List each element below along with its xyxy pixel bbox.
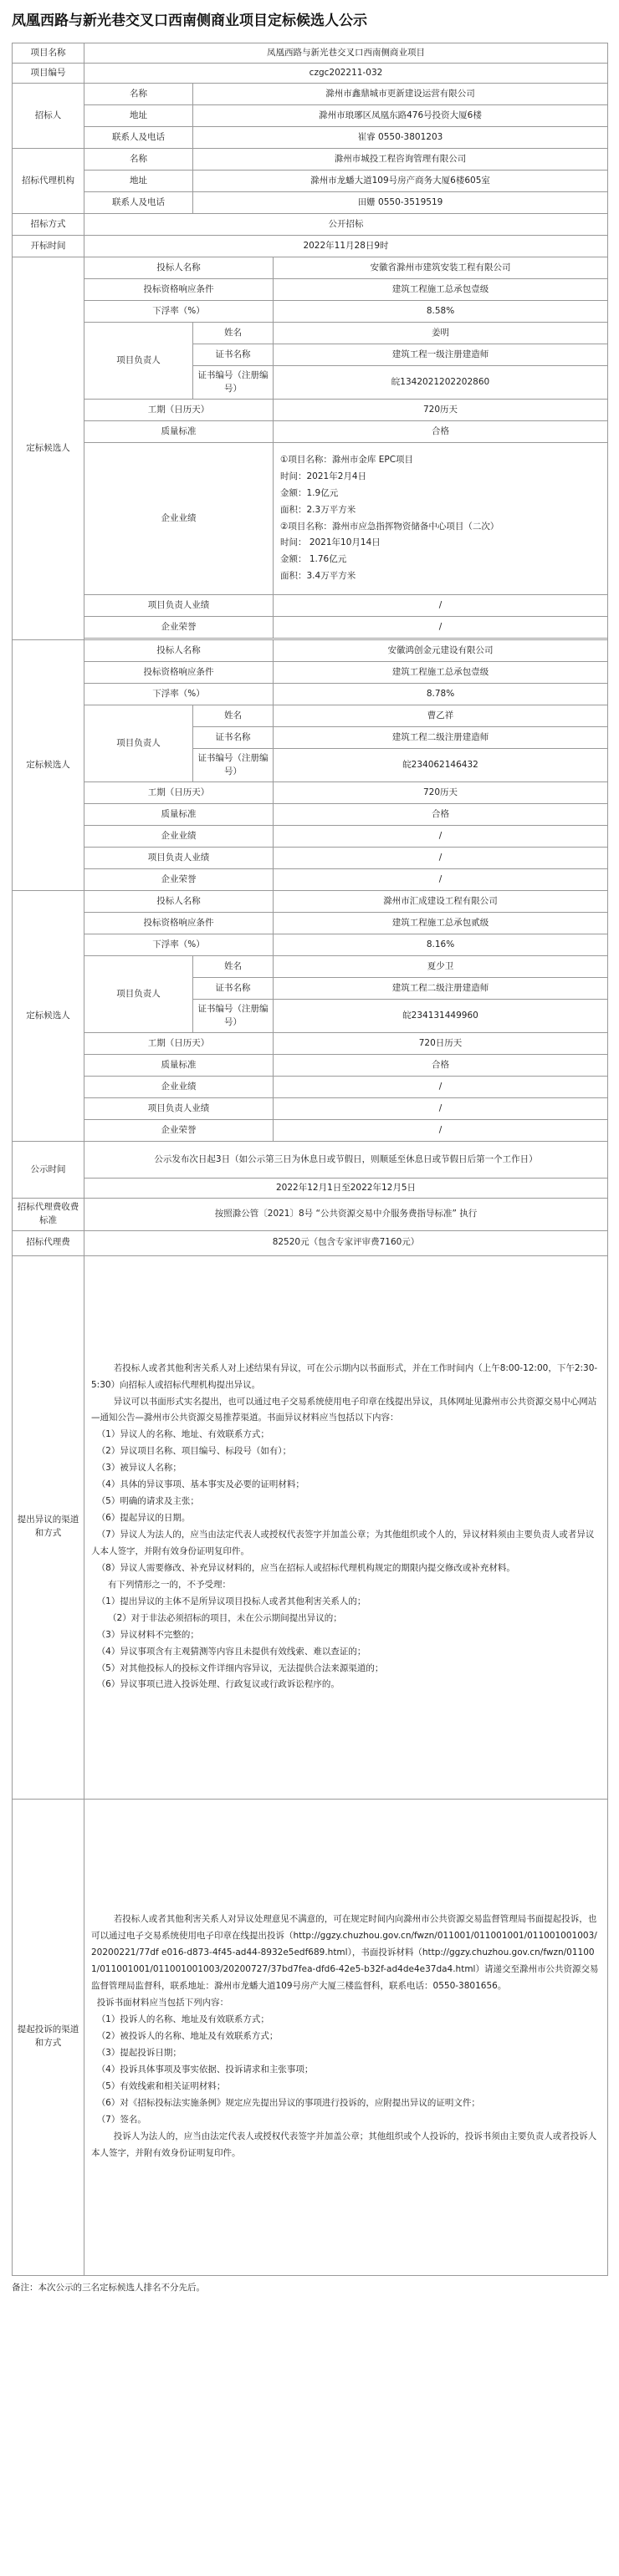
c3-label: 定标候选人 — [13, 891, 84, 1142]
cell-label: 下浮率（%） — [84, 301, 274, 323]
c2-row-ent-perf — [13, 826, 608, 848]
c3-row-pm-name — [13, 956, 608, 978]
c1-ent-honor: / — [274, 617, 608, 639]
c3-row-pm-perf — [13, 1098, 608, 1120]
cell-label: 姓名 — [193, 956, 274, 978]
project-name: 凤凰西路与新光巷交叉口西南侧商业项目 — [84, 43, 608, 64]
tenderer-addr: 滁州市琅琊区凤凰东路476号投资大厦6楼 — [193, 105, 608, 127]
c1-pm-perf: / — [274, 595, 608, 617]
c2-ent-honor: / — [274, 869, 608, 891]
c3-period: 720日历天 — [274, 1033, 608, 1055]
c2-row-qual — [13, 662, 608, 684]
c2-pm-perf: / — [274, 848, 608, 869]
agency-label: 招标代理机构 — [13, 149, 84, 214]
cell-label: 投标资格响应条件 — [84, 913, 274, 934]
cell-label: 项目编号 — [13, 64, 84, 84]
cell-label: 提出异议的渠道和方式 — [13, 1255, 84, 1799]
row-open-time — [13, 236, 608, 257]
c3-pm-certno: 皖234131449960 — [274, 1000, 608, 1033]
notice-period-text: 公示发布次日起3日（如公示第三日为休息日或节假日，则顺延至休息日或节假日后第一个工作日） — [84, 1142, 608, 1179]
cell-label: 工期（日历天） — [84, 1033, 274, 1055]
c1-row-pm-perf — [13, 595, 608, 617]
row-tenderer-addr — [13, 105, 608, 127]
c2-row-quality — [13, 804, 608, 826]
row-complaint — [13, 1799, 608, 2275]
cell-label: 姓名 — [193, 323, 274, 344]
c2-bidder: 安徽鸿创金元建设有限公司 — [274, 640, 608, 662]
cell-label: 项目负责人业绩 — [84, 848, 274, 869]
objection-text: 若投标人或者其他利害关系人对上述结果有异议，可在公示期内以书面形式，并在工作时间内（上午8:00-12:00，下午2:30-5:30）向招标人或招标代理机构提出异议。 异议可以书面形式实名提出，也可以通过电子交易系统使用电子印章在线提出异议，具体网址见滁州市公共资源交易中心网站—通知公告—滁州市公共资源交易推荐渠道。书面异议材料应当包括以下内容： （1）异议人的名称、地址、有效联系方式； （2）异议项目名称、项目编号、标段号（如有）； （3）被异议人名称； （4）具体的异议事项、基本事实及必要的证明材料； （5）明确的请求及主张； （6）提起异议的日期。 （7）异议人为法人的，应当由法定代表人或授权代表签字并加盖公章；为其他组织或个人的，异议材料须由主要负责人或者异议人本人签字，并附有效身份证明复印件。 （8）异议人需要修改、补充异议材料的，应当在招标人或招标代理机构规定的期限内提交修改或补充材料。 有下列情形之一的，不予受理： （1）提出异议的主体不是所异议项目投标人或者其他利害关系人的； （2）对于非法必须招标的项目，未在公示期间提出异议的； （3）异议材料不完整的； （4）异议事项含有主观猜测等内容且未提供有效线索、难以查证的； （5）对其他投标人的投标文件详细内容异议，无法提供合法来源渠道的； （6）异议事项已进入投诉处理、行政复议或行政诉讼程序的。 — [84, 1255, 608, 1799]
cell-label: 公示时间 — [13, 1142, 84, 1199]
c1-qual: 建筑工程施工总承包壹级 — [274, 279, 608, 301]
cell-label: 投标人名称 — [84, 640, 274, 662]
cell-label: 招标代理费收费标准 — [13, 1199, 84, 1231]
footnote: 备注：本次公示的三名定标候选人排名不分先后。 — [12, 2282, 205, 2293]
cell-label: 联系人及电话 — [84, 192, 193, 214]
open-time: 2022年11月28日9时 — [84, 236, 608, 257]
cell-label: 质量标准 — [84, 804, 274, 826]
c3-pm-cert: 建筑工程二级注册建造师 — [274, 978, 608, 1000]
c1-row-quality — [13, 421, 608, 443]
c2-ent-perf: / — [274, 826, 608, 848]
c2-pm-cert: 建筑工程二级注册建造师 — [274, 727, 608, 749]
row-agency-addr — [13, 171, 608, 192]
cell-label: 质量标准 — [84, 421, 274, 443]
cell-label: 投标人名称 — [84, 891, 274, 913]
bid-method: 公开招标 — [84, 214, 608, 236]
c1-pm-cert: 建筑工程一级注册建造师 — [274, 344, 608, 366]
c2-row-pm-perf — [13, 848, 608, 869]
c1-row-bidder — [13, 257, 608, 279]
c1-label: 定标候选人 — [13, 257, 84, 640]
c2-row-pm-name — [13, 705, 608, 727]
c3-bidder: 滁州市汇成建设工程有限公司 — [274, 891, 608, 913]
c1-ent-perf: ①项目名称：滁州市金库 EPC项目 时间：2021年2月4日 金额：1.9亿元 面积：2.3万平方米 ②项目名称：滁州市应急指挥物资储备中心项目（二次） 时间： 2021年10月14日 金额： 1.76亿元 面积：3.4万平方米 — [274, 443, 608, 595]
c2-pm-name: 曹乙祥 — [274, 705, 608, 727]
cell-label: 项目负责人 — [84, 956, 193, 1033]
c1-row-ent-honor — [13, 617, 608, 639]
cell-label: 投标人名称 — [84, 257, 274, 279]
cell-label: 证书编号（注册编号） — [193, 366, 274, 400]
agency-addr: 滁州市龙蟠大道109号房产商务大厦6楼605室 — [193, 171, 608, 192]
cell-label: 工期（日历天） — [84, 782, 274, 804]
cell-label: 提起投诉的渠道和方式 — [13, 1799, 84, 2275]
c3-pm-perf: / — [274, 1098, 608, 1120]
cell-label: 联系人及电话 — [84, 127, 193, 149]
cell-label: 下浮率（%） — [84, 684, 274, 705]
c3-rate: 8.16% — [274, 934, 608, 956]
c3-qual: 建筑工程施工总承包贰级 — [274, 913, 608, 934]
cell-label: 企业荣誉 — [84, 1120, 274, 1142]
c1-bidder: 安徽省滁州市建筑安装工程有限公司 — [274, 257, 608, 279]
cell-label: 企业业绩 — [84, 826, 274, 848]
c1-quality: 合格 — [274, 421, 608, 443]
row-bid-method — [13, 214, 608, 236]
fee: 82520元（包含专家评审费7160元） — [84, 1230, 608, 1255]
cell-label: 招标方式 — [13, 214, 84, 236]
row-agency-contact — [13, 192, 608, 214]
c2-row-rate — [13, 684, 608, 705]
cell-label: 地址 — [84, 105, 193, 127]
agency-contact: 田姗 0550-3519519 — [193, 192, 608, 214]
page-title: 凤凰西路与新光巷交叉口西南侧商业项目定标候选人公示 — [12, 13, 367, 29]
c2-row-bidder — [13, 640, 608, 662]
c1-period: 720历天 — [274, 400, 608, 421]
cell-label: 证书编号（注册编号） — [193, 749, 274, 782]
cell-label: 企业荣誉 — [84, 617, 274, 639]
cell-label: 证书名称 — [193, 727, 274, 749]
c3-pm-name: 夏少卫 — [274, 956, 608, 978]
cell-label: 证书名称 — [193, 978, 274, 1000]
c3-row-period — [13, 1033, 608, 1055]
row-notice-period — [13, 1142, 608, 1179]
cell-label: 项目负责人业绩 — [84, 1098, 274, 1120]
cell-label: 地址 — [84, 171, 193, 192]
c3-row-quality — [13, 1055, 608, 1077]
cell-label: 姓名 — [193, 705, 274, 727]
c2-qual: 建筑工程施工总承包壹级 — [274, 662, 608, 684]
row-tenderer-name — [13, 84, 608, 105]
c2-label: 定标候选人 — [13, 640, 84, 891]
c1-pm-name: 姜明 — [274, 323, 608, 344]
c3-row-ent-perf — [13, 1077, 608, 1098]
cell-label: 投标资格响应条件 — [84, 279, 274, 301]
c1-row-ent-perf — [13, 443, 608, 595]
notice-table — [12, 43, 608, 2276]
tenderer-name: 滁州市鑫鼎城市更新建设运营有限公司 — [193, 84, 608, 105]
c3-row-ent-honor — [13, 1120, 608, 1142]
cell-label: 证书编号（注册编号） — [193, 1000, 274, 1033]
cell-label: 项目负责人业绩 — [84, 595, 274, 617]
c3-ent-perf: / — [274, 1077, 608, 1098]
cell-label: 工期（日历天） — [84, 400, 274, 421]
row-objection — [13, 1255, 608, 1799]
row-fee — [13, 1230, 608, 1255]
cell-label: 质量标准 — [84, 1055, 274, 1077]
c1-row-pm-name — [13, 323, 608, 344]
notice-period-dates: 2022年12月1日至2022年12月5日 — [84, 1179, 608, 1199]
c1-row-qual — [13, 279, 608, 301]
cell-label: 开标时间 — [13, 236, 84, 257]
cell-label: 企业业绩 — [84, 443, 274, 595]
cell-label: 项目负责人 — [84, 323, 193, 400]
c2-period: 720历天 — [274, 782, 608, 804]
project-no: czgc202211-032 — [84, 64, 608, 84]
c2-rate: 8.78% — [274, 684, 608, 705]
c2-row-period — [13, 782, 608, 804]
tenderer-contact: 崔睿 0550-3801203 — [193, 127, 608, 149]
row-agency-name — [13, 149, 608, 171]
cell-label: 名称 — [84, 149, 193, 171]
cell-label: 名称 — [84, 84, 193, 105]
c1-row-rate — [13, 301, 608, 323]
tenderer-label: 招标人 — [13, 84, 84, 149]
c2-quality: 合格 — [274, 804, 608, 826]
c1-row-period — [13, 400, 608, 421]
cell-label: 企业业绩 — [84, 1077, 274, 1098]
row-project-no — [13, 64, 608, 84]
c3-ent-honor: / — [274, 1120, 608, 1142]
cell-label: 项目名称 — [13, 43, 84, 64]
row-project-name — [13, 43, 608, 64]
row-tenderer-contact — [13, 127, 608, 149]
cell-label: 企业荣誉 — [84, 869, 274, 891]
row-notice-dates — [13, 1179, 608, 1199]
cell-label: 招标代理费 — [13, 1230, 84, 1255]
c3-row-qual — [13, 913, 608, 934]
c1-rate: 8.58% — [274, 301, 608, 323]
c3-row-bidder — [13, 891, 608, 913]
agency-name: 滁州市城投工程咨询管理有限公司 — [193, 149, 608, 171]
c2-pm-certno: 皖234062146432 — [274, 749, 608, 782]
c2-row-ent-honor — [13, 869, 608, 891]
fee-standard: 按照滁公管〔2021〕8号 “公共资源交易中介服务费指导标准” 执行 — [84, 1199, 608, 1231]
c1-pm-certno: 皖1342021202202860 — [274, 366, 608, 400]
complaint-text: 若投标人或者其他利害关系人对异议处理意见不满意的，可在规定时间内向滁州市公共资源交易监督管理局书面提起投诉，也可以通过电子交易系统使用电子印章在线提出投诉（http://ggzy.chuzhou.gov.cn/fwzn/011001/011001001/011001001003/20200221/77df e016-d873-4f45-ad44-8932e5edf689.html），书面投诉材料（http://ggzy.chuzhou.gov.cn/fwzn/011001/011001001/011001001003/20200727/37bd7fea-dfd6-42e5-b32f-ad4de4e37da4.html）请递交至滁州市公共资源交易监督管理局监督科，联系地址：滁州市龙蟠大道109号房产大厦三楼监督科，联系电话：0550-3801656。 投诉书面材料应当包括下列内容： （1）投诉人的名称、地址及有效联系方式； （2）被投诉人的名称、地址及有效联系方式； （3）提起投诉日期； （4）投诉具体事项及事实依据、投诉请求和主张事项； （5）有效线索和相关证明材料； （6）对《招标投标法实施条例》规定应先提出异议的事项进行投诉的，应附提出异议的证明文件； （7）签名。 投诉人为法人的，应当由法定代表人或授权代表签字并加盖公章；其他组织或个人投诉的，投诉书须由主要负责人或者投诉人本人签字，并附有效身份证明复印件。 — [84, 1799, 608, 2275]
cell-label: 项目负责人 — [84, 705, 193, 782]
cell-label: 证书名称 — [193, 344, 274, 366]
row-fee-standard — [13, 1199, 608, 1231]
c3-row-rate — [13, 934, 608, 956]
cell-label: 下浮率（%） — [84, 934, 274, 956]
cell-label: 投标资格响应条件 — [84, 662, 274, 684]
c3-quality: 合格 — [274, 1055, 608, 1077]
